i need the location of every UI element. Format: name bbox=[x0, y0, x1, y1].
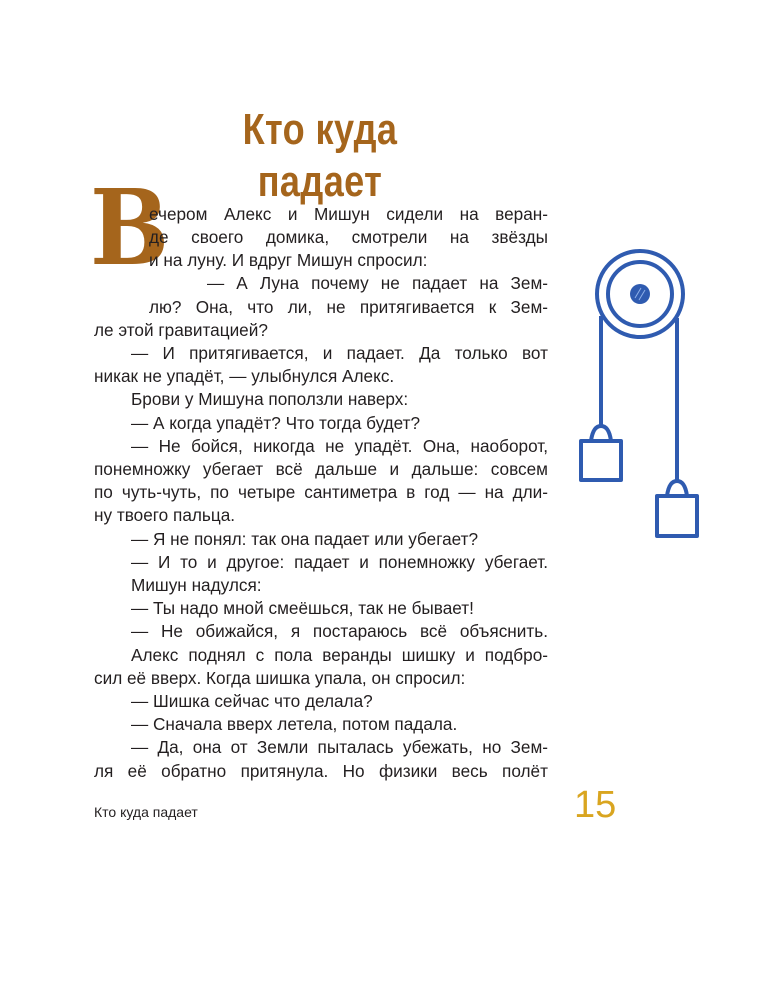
chapter-title: Кто куда падает bbox=[242, 105, 398, 206]
text-line: ну твоего пальца. bbox=[94, 505, 236, 525]
left-weight-hook bbox=[591, 426, 611, 441]
text-line: никак не упадёт, — улыбнулся Алекс. bbox=[94, 366, 395, 386]
text-line: ечером Алекс и Мишун сидели на веран- bbox=[149, 204, 548, 224]
page-number: 15 bbox=[574, 784, 617, 826]
text-line: — Сначала вверх летела, потом падала. bbox=[131, 714, 458, 734]
text-line: и на луну. И вдруг Мишун спросил: bbox=[149, 250, 428, 270]
text-line: — И притягивается, и падает. Да только вот bbox=[131, 343, 548, 363]
drop-cap: В bbox=[90, 166, 170, 289]
left-weight bbox=[581, 441, 621, 480]
text-line: — Ты надо мной смеёшься, так не бывает! bbox=[131, 598, 474, 618]
right-weight-hook bbox=[667, 481, 687, 496]
text-line: Мишун надулся: bbox=[131, 575, 262, 595]
text-line: понемножку убегает всё дальше и дальше: совсем bbox=[94, 459, 548, 479]
text-line: по чуть-чуть, по четыре сантиметра в год — на дли- bbox=[94, 482, 548, 502]
text-line: сил её вверх. Когда шишка упала, он спросил: bbox=[94, 668, 466, 688]
running-footer: Кто куда падает bbox=[94, 804, 198, 820]
text-line: — Я не понял: так она падает или убегает? bbox=[131, 529, 479, 549]
text-line: — Шишка сейчас что делала? bbox=[131, 691, 373, 711]
text-line: — И то и другое: падает и понемножку убегает. bbox=[131, 552, 548, 572]
text-line: — А Луна почему не падает на Зем- bbox=[207, 273, 548, 293]
text-line: ля её обратно притянула. Но физики весь полёт bbox=[94, 761, 548, 781]
text-line: ле этой гравитацией? bbox=[94, 320, 268, 340]
right-weight bbox=[657, 496, 697, 536]
text-line: — Не бойся, никогда не упадёт. Она, наоборот, bbox=[131, 436, 548, 456]
text-line: — А когда упадёт? Что тогда будет? bbox=[131, 413, 421, 433]
text-line: лю? Она, что ли, не притягивается к Зем- bbox=[149, 297, 548, 317]
pulley-hub bbox=[630, 284, 650, 304]
text-line: Брови у Мишуна поползли наверх: bbox=[131, 389, 409, 409]
text-line: — Да, она от Земли пыталась убежать, но Зем- bbox=[131, 737, 548, 757]
text-line: — Не обижайся, я постараюсь всё объяснить. bbox=[131, 621, 548, 641]
text-line: Алекс поднял с пола веранды шишку и подбро- bbox=[131, 645, 548, 665]
text-line: де своего домика, смотрели на звёзды bbox=[149, 227, 548, 247]
